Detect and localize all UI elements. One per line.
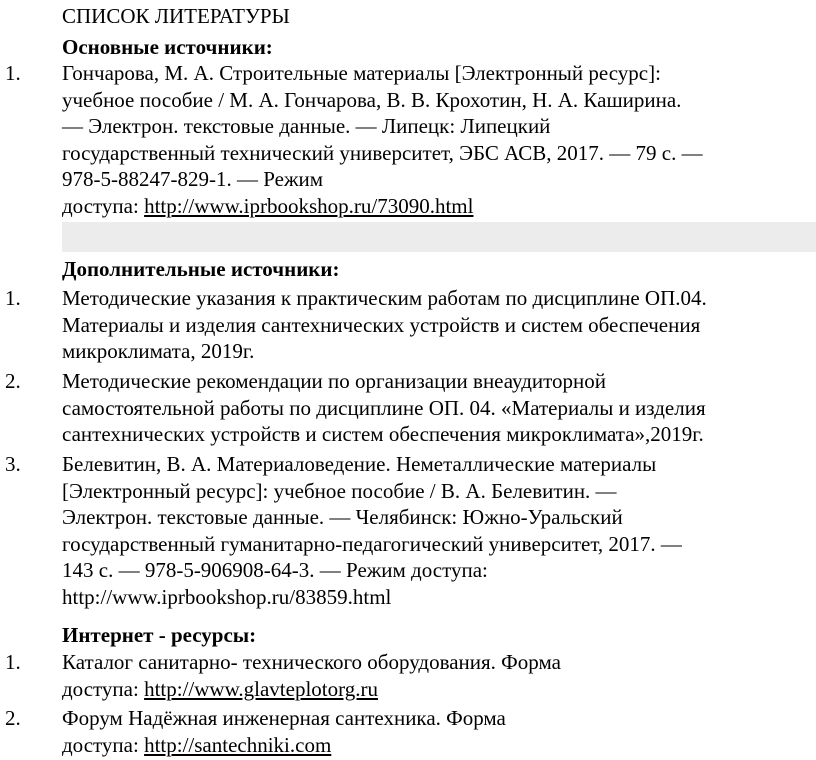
reference-link[interactable]: http://www.iprbookshop.ru/73090.html [144, 193, 474, 218]
list-item-number: 2. [5, 706, 21, 730]
list-item-text [62, 705, 816, 758]
text-line: самостоятельной работы по дисциплине ОП. 04. «Материалы и изделия [62, 395, 706, 420]
text-line: учебное пособие / М. А. Гончарова, В. В. Крохотин, Н. А. Каширина. [62, 87, 682, 112]
list-item-text [62, 451, 816, 611]
reference-link[interactable]: http://www.glavteplotorg.ru [144, 676, 378, 701]
text-line: Белевитин, В. А. Материаловедение. Неметаллические материалы [62, 452, 657, 476]
text-line: Методические рекомендации по организации внеаудиторной [62, 369, 606, 393]
additional-sources-heading: Дополнительные источники: [62, 257, 340, 281]
reference-link[interactable]: http://santechniki.com [144, 732, 332, 757]
access-label: доступа: [62, 193, 145, 218]
text-line: сантехнических устройств и систем обеспечения микроклимата»,2019г. [62, 422, 704, 447]
list-item-number: 2. [5, 369, 21, 393]
text-line: — Электрон. текстовые данные. — Липецк: Липецкий [62, 114, 551, 139]
access-line [62, 676, 816, 703]
text-line: 143 с. — 978-5-906908-64-3. — Режим доступа: [62, 558, 488, 583]
list-item-text [62, 368, 816, 448]
text-line: государственный технический университет, ЭБС АСВ, 2017. — 79 с. — [62, 140, 703, 165]
list-item-text [62, 60, 816, 220]
text-line: 978-5-88247-829-1. — Режим [62, 167, 323, 192]
text-line: государственный гуманитарно-педагогический университет, 2017. — [62, 531, 682, 556]
page-title: СПИСОК ЛИТЕРАТУРЫ [62, 4, 290, 28]
list-item-number: 1. [5, 286, 21, 310]
list-item-text [62, 649, 816, 702]
text-line: микроклимата, 2019г. [62, 339, 255, 364]
text-line: Форум Надёжная инженерная сантехника. Форма [62, 706, 506, 730]
shaded-spacer [62, 222, 816, 252]
text-line: [Электронный ресурс]: учебное пособие / В. А. Белевитин. — [62, 478, 617, 503]
list-item-number: 1. [5, 650, 21, 674]
access-label: доступа: [62, 732, 145, 757]
access-label: доступа: [62, 676, 145, 701]
access-line [62, 193, 816, 220]
list-item-number: 1. [5, 61, 21, 85]
text-line: Методические указания к практическим работам по дисциплине ОП.04. [62, 286, 707, 310]
text-line: http://www.iprbookshop.ru/83859.html [62, 584, 392, 609]
text-line: Материалы и изделия сантехнических устройств и систем обеспечения [62, 312, 701, 337]
main-sources-heading: Основные источники: [62, 35, 273, 59]
list-item-text [62, 285, 816, 365]
access-line [62, 732, 816, 759]
text-line: Гончарова, М. А. Строительные материалы [Электронный ресурс]: [62, 61, 661, 85]
internet-sources-heading: Интернет - ресурсы: [62, 623, 257, 647]
text-line: Каталог санитарно- технического оборудования. Форма [62, 650, 561, 674]
list-item-number: 3. [5, 452, 21, 476]
text-line: Электрон. текстовые данные. — Челябинск: Южно-Уральский [62, 505, 623, 530]
